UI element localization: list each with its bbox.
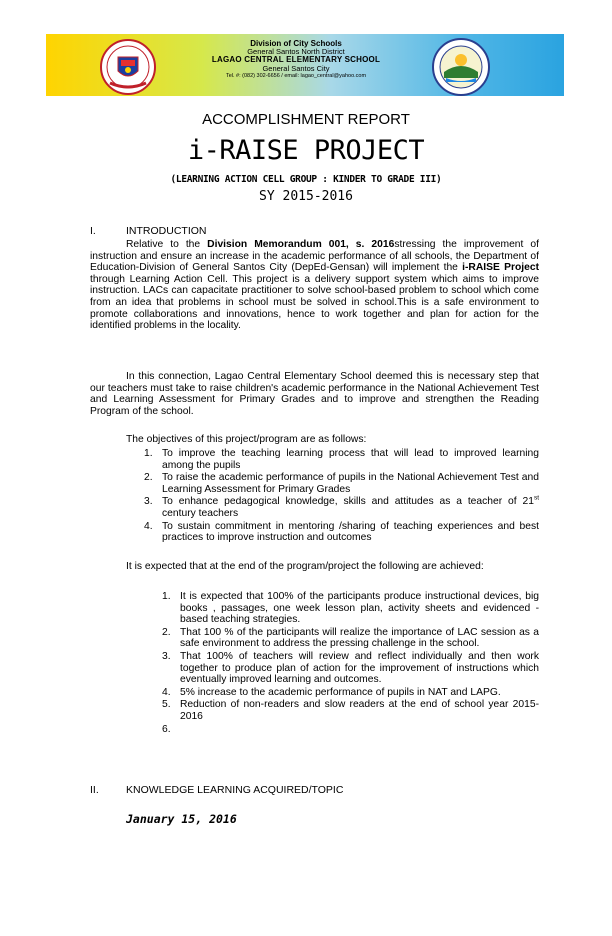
item-number: 2.: [144, 472, 153, 484]
district-name: General Santos North District: [247, 47, 345, 57]
list-item: [162, 724, 539, 736]
item-number: 3.: [144, 496, 153, 508]
school-year: SY 2015-2016: [259, 189, 353, 204]
item-number: 4.: [144, 520, 153, 532]
project-title: i-RAISE PROJECT: [187, 135, 425, 166]
objectives-lead: The objectives of this project/program are as follows:: [126, 434, 367, 445]
list-item: [126, 448, 539, 471]
objectives-list: [126, 448, 539, 545]
memo-reference: Division Memorandum 001, s. 2016: [207, 239, 395, 250]
item-text: 5% increase to the academic performance of pupils in NAT and LAPG.: [180, 686, 501, 698]
item-number: 2.: [162, 626, 171, 638]
city-name: General Santos City: [262, 63, 330, 73]
section-number: I.: [90, 225, 96, 237]
item-text: To sustain commitment in mentoring /sharing of teaching experiences and best practices to improve instruction and outcomes: [162, 520, 539, 544]
report-title: ACCOMPLISHMENT REPORT: [202, 111, 410, 128]
expected-lead: It is expected that at the end of the program/project the following are achieved:: [126, 561, 484, 572]
group-subtitle: (LEARNING ACTION CELL GROUP : KINDER TO GRADE III): [170, 174, 442, 185]
item-number: 4.: [162, 686, 171, 698]
school-seal-logo: [100, 39, 156, 95]
item-text: To improve the teaching learning process that will lead to improved learning among the pupils: [162, 448, 539, 471]
item-text: That 100 % of the participants will realize the importance of LAC session as a safe environment to address the pressing challenge in the school.: [180, 626, 539, 650]
list-item: [162, 687, 539, 699]
item-text: Reduction of non-readers and slow readers at the end of school year 2015-2016: [180, 699, 539, 722]
text-run: stressing the improvement of instruction and ensure an increase in the academic performance of all schools, the Department of Education-Division of General Santos City (DepEd-Gensan) will implement the: [90, 239, 539, 274]
intro-paragraph-1: [90, 239, 539, 332]
text-run: through Learning Action Cell. This project is a delivery support system which aims to improve instruction. LACs can capacitate practitioner to solve school-based problem to school which come from an idea that problems in school must be solved in school.This is a safe environment to promote collaborations and innovations, hence to work together and plan for action for the identified problems in the locality.: [90, 273, 539, 332]
text-run: Relative to the: [126, 239, 208, 250]
list-item: [126, 521, 539, 544]
report-date: January 15, 2016: [126, 812, 237, 826]
list-item: [162, 627, 539, 650]
item-text: That 100% of teachers will review and reflect individually and then work together to produce plan of action for the improvement of instructions which eventually improved learning and outcomes.: [180, 650, 539, 686]
list-item: [126, 496, 539, 519]
list-item: [162, 651, 539, 686]
intro-paragraph-2: In this connection, Lagao Central Elementary School deemed this is necessary step that our teachers must take to raise children's academic performance in the National Achievement Test and Learning Assessment for Primary Grades and to improve and strengthen the Reading Program of the school.: [90, 371, 539, 417]
item-number: 6.: [162, 723, 171, 735]
letterhead-text: [166, 40, 426, 79]
superscript: st: [533, 494, 539, 502]
list-item: [162, 699, 539, 722]
item-number: 1.: [144, 448, 153, 459]
section-title: KNOWLEDGE LEARNING ACQUIRED/TOPIC: [126, 784, 344, 796]
item-text: To enhance pedagogical knowledge, skills and attitudes as a teacher of 21: [162, 496, 534, 508]
item-text: To raise the academic performance of pupils in the National Achievement Test and Learning Assessment for Primary Grades: [162, 472, 539, 495]
list-item: [162, 591, 539, 626]
letterhead-banner: [46, 34, 564, 96]
item-number: 3.: [162, 650, 171, 662]
item-text: It is expected that 100% of the participants produce instructional devices, big books , passages, one week lesson plan, activity sheets and evidenced -based teaching strategies.: [180, 591, 539, 626]
project-name: i-RAISE Project: [462, 262, 540, 274]
section-number: II.: [90, 784, 99, 796]
item-number: 1.: [162, 591, 171, 602]
school-name: LAGAO CENTRAL ELEMENTARY SCHOOL: [211, 55, 381, 65]
item-number: 5.: [162, 699, 171, 711]
deped-seal-logo: [432, 38, 490, 96]
division-name: Division of City Schools: [250, 39, 342, 48]
section-title: INTRODUCTION: [126, 225, 207, 237]
expected-outcomes-list: [162, 591, 539, 736]
item-text: century teachers: [162, 507, 239, 519]
list-item: [126, 472, 539, 495]
contact-line: Tel. #: (082) 302-6656 / email: lagao_central@yahoo.com: [225, 72, 367, 79]
